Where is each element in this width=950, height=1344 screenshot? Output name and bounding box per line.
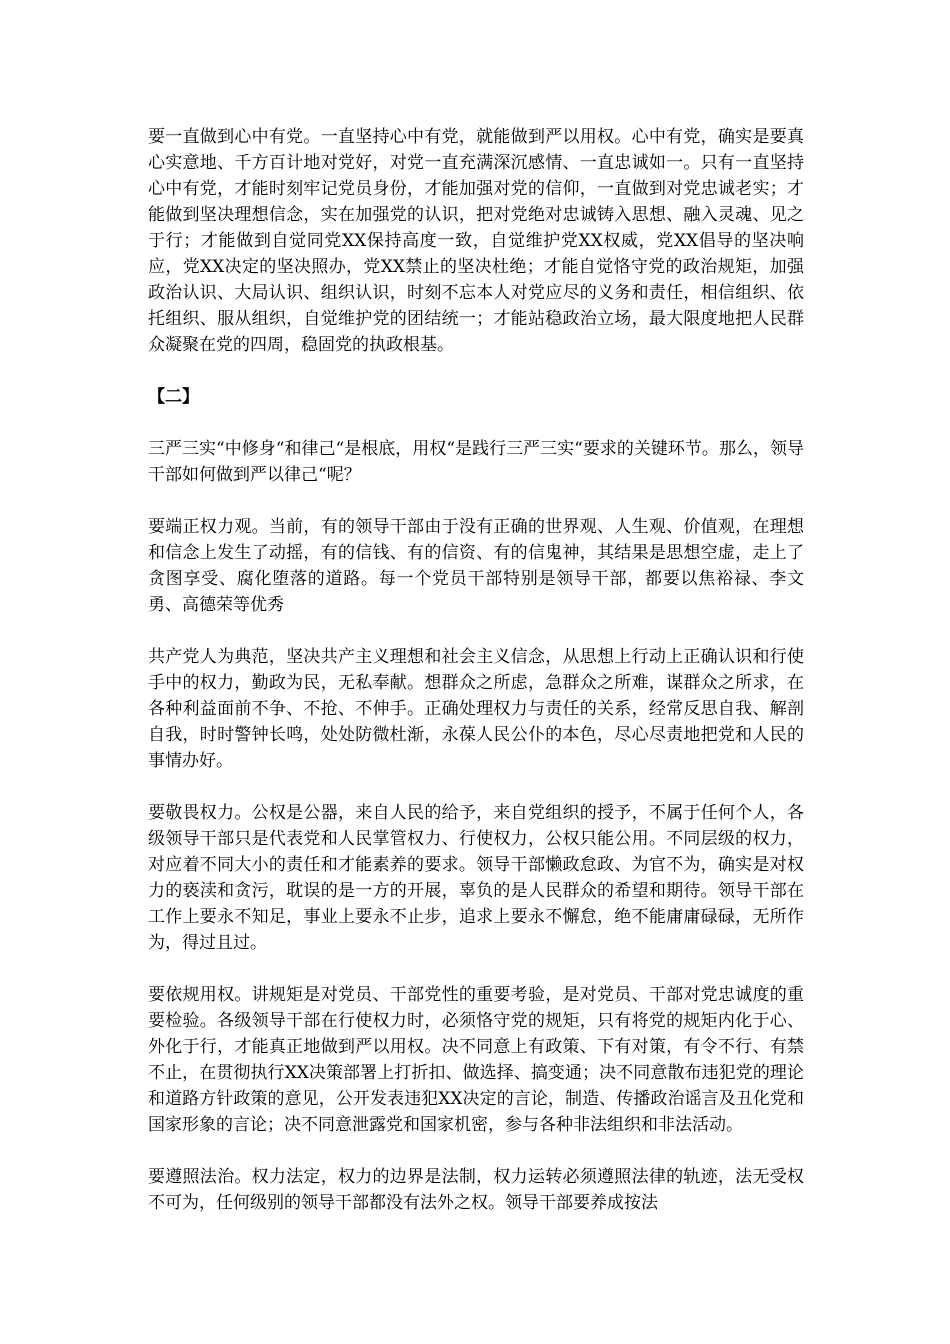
paragraph-revere-power: 要敬畏权力。公权是公器，来自人民的给予，来自党组织的授予，不属于任何个人，各级领导干部只是代表党和人民掌管权力、行使权力，公权只能公用。不同层级的权力，对应着不同大小的责任和才能素养的要求。领导干部懒政怠政、为官不为，确实是对权力的亵渎和贪污，耽误的是一方的开展，辜负的是人民群众的希望和期待。领导干部在工作上要永不知足，事业上要永不止步，追求上要永不懈怠，绝不能庸庸碌碌，无所作为，得过且过。 — [148, 803, 804, 953]
paragraph-correct-power-view: 要端正权力观。当前，有的领导干部由于没有正确的世界观、人生观、价值观，在理想和信念上发生了动摇，有的信钱、有的信资、有的信鬼神，其结果是思想空虚，走上了贪图享受、腐化堕落的道路。每一个党员干部特别是领导干部，都要以焦裕禄、李文勇、高德荣等优秀 — [148, 517, 804, 615]
document-body — [148, 124, 804, 1242]
paragraph-follow-rule-of-law: 要遵照法治。权力法定，权力的边界是法制，权力运转必须遵照法律的轨迹，法无受权不可为，任何级别的领导干部都没有法外之权。领导干部要养成按法 — [148, 1167, 804, 1213]
paragraph-role-models: 共产党人为典范，坚决共产主义理想和社会主义信念，从思想上行动上正确认识和行使手中的权力，勤政为民，无私奉献。想群众之所虑，急群众之所难，谋群众之所求，在各种利益面前不争、不抢、不伸手。正确处理权力与责任的关系，经常反思自我、解剖自我，时时警钟长鸣，处处防微杜渐，永葆人民公仆的本色，尽心尽责地把党和人民的事情办好。 — [148, 647, 804, 771]
section-heading-two: 【二】 — [148, 387, 199, 407]
paragraph-use-power-by-rules: 要依规用权。讲规矩是对党员、干部党性的重要考验，是对党员、干部对党忠诚度的重要检验。各级领导干部在行使权力时，必须恪守党的规矩，只有将党的规矩内化于心、外化于行，才能真正地做到严以用权。决不同意上有政策、下有对策，有令不行、有禁不止，在贯彻执行XX决策部署上打折扣、做选择、搞变通；决不同意散布违犯党的理论和道路方针政策的意见，公开发表违犯XX决定的言论，制造、传播政治谣言及丑化党和国家形象的言论；决不同意泄露党和国家机密，参与各种非法组织和非法活动。 — [148, 985, 804, 1135]
paragraph-heart-with-party: 要一直做到心中有党。一直坚持心中有党，就能做到严以用权。心中有党，确实是要真心实意地、千方百计地对党好，对党一直充满深沉感情、一直忠诚如一。只有一直坚持心中有党，才能时刻牢记党员身份，才能加强对党的信仰，一直做到对党忠诚老实；才能做到坚决理想信念，实在加强党的认识，把对党绝对忠诚铸入思想、融入灵魂、见之于行；才能做到自觉同党XX保持高度一致，自觉维护党XX权威，党XX倡导的坚决响应，党XX决定的坚决照办，党XX禁止的坚决杜绝；才能自觉恪守党的政治规矩，加强政治认识、大局认识、组织认识，时刻不忘本人对党应尽的义务和责任，相信组织、依托组织、服从组织，自觉维护党的团结统一；才能站稳政治立场，最大限度地把人民群众凝聚在党的四周，稳固党的执政根基。 — [148, 127, 804, 355]
paragraph-three-stricts-intro: 三严三实“中修身“和律己“是根底，用权“是践行三严三实“要求的关键环节。那么，领导干部如何做到严以律己“呢？ — [148, 439, 804, 485]
